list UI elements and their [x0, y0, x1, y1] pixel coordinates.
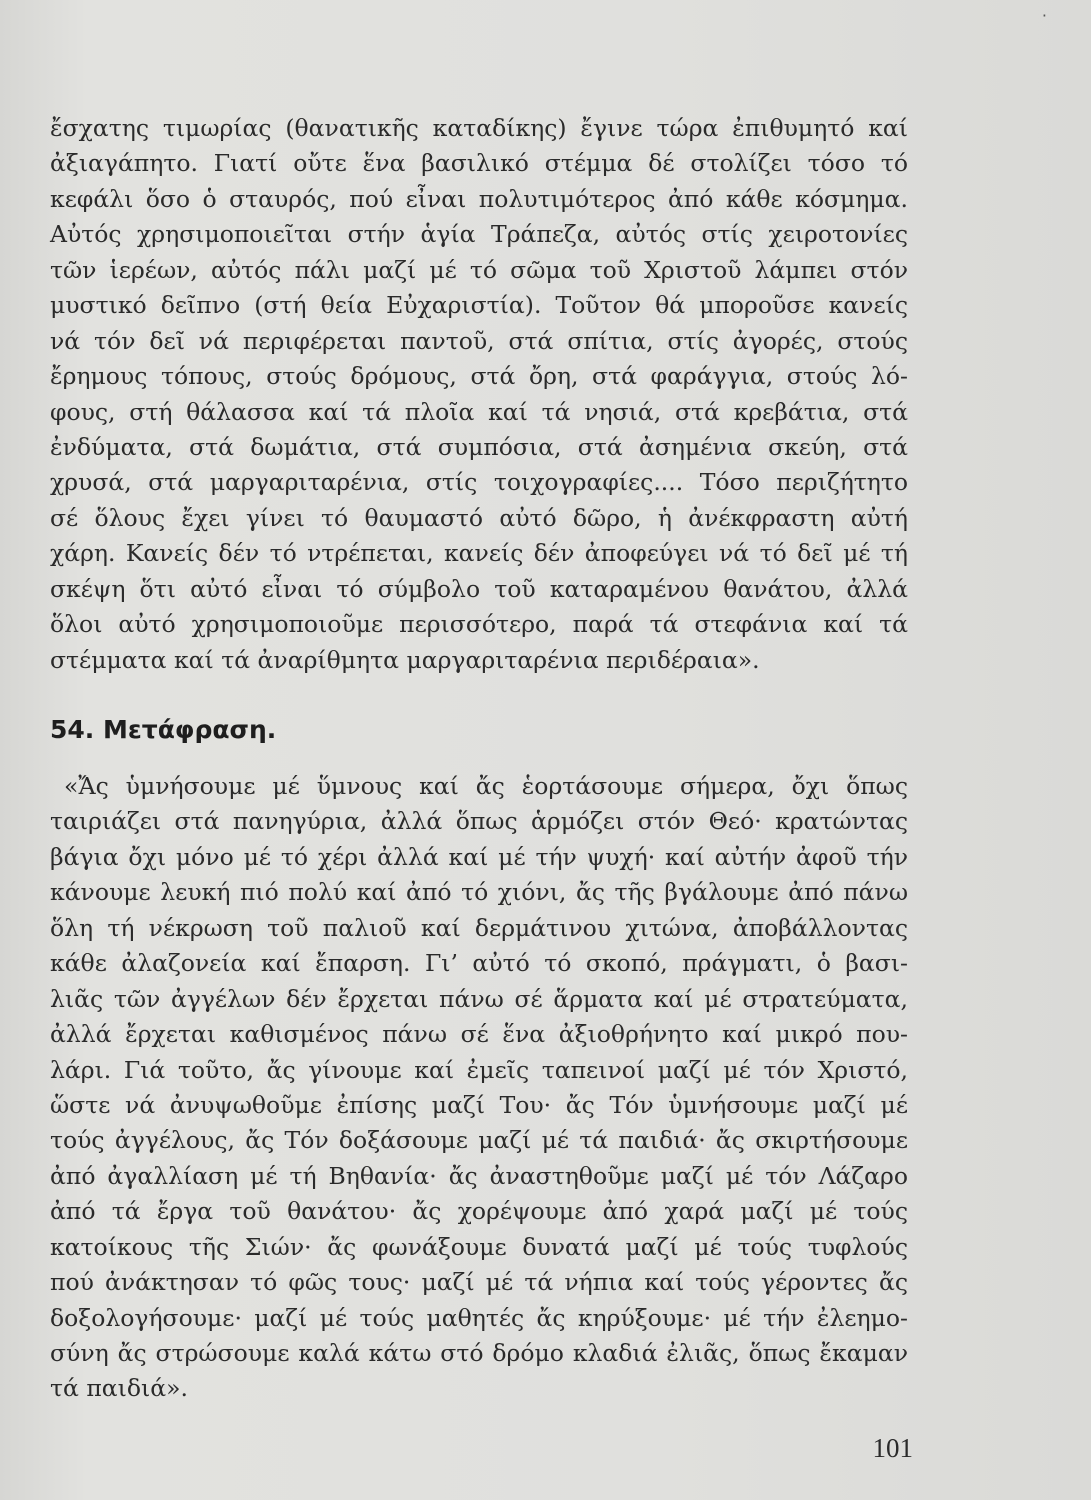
text-line: τούς ἀγγέλους, ἄς Τόν δοξάσουμε μαζί μέ τά παιδιά· ἄς σκιρτήσουμε [50, 1126, 908, 1155]
text-line: ὥστε νά ἀνυψωθοῦμε ἐπίσης μαζί Του· ἄς Τόν ὑμνήσουμε μαζί μέ [50, 1090, 908, 1119]
text-line: τῶν ἱερέων, αὐτός πάλι μαζί μέ τό σῶμα τοῦ Χριστοῦ λάμπει στόν [50, 255, 908, 284]
text-line: σύνη ἄς στρώσουμε καλά κάτω στό δρόμο κλαδιά ἐλιᾶς, ὅπως ἔκαμαν [50, 1339, 908, 1367]
paragraph-2 [50, 769, 908, 1407]
text-line: κάθε ἀλαζονεία καί ἔπαρση. Γι’ αὐτό τό σκοπό, πράγματι, ὁ βασι- [50, 949, 908, 978]
text-line: φους, στή θάλασσα καί τά πλοῖα καί τά νησιά, στά κρεβάτια, στά [50, 397, 908, 426]
section-heading: 54. Μετάφραση. [50, 715, 277, 744]
text-line: κατοίκους τῆς Σιών· ἄς φωνάξουμε δυνατά μαζί μέ τούς τυφλούς [50, 1232, 908, 1261]
text-line: πού ἀνάκτησαν τό φῶς τους· μαζί μέ τά νήπια καί τούς γέροντες ἄς [50, 1268, 908, 1297]
text-line: ταιριάζει στά πανηγύρια, ἀλλά ὅπως ἁρμόζει στόν Θεό· κρατώντας [50, 807, 908, 836]
corner-mark: · [1041, 6, 1047, 25]
text-line: ὅλοι αὐτό χρησιμοποιοῦμε περισσότερο, παρά τά στεφάνια καί τά [50, 610, 908, 639]
text-line: ἐνδύματα, στά δωμάτια, στά συμπόσια, στά ἀσημένια σκεύη, στά [50, 432, 908, 461]
text-line: χάρη. Κανείς δέν τό ντρέπεται, κανείς δέν ἀποφεύγει νά τό δεῖ μέ τή [50, 539, 908, 568]
text-line: σκέψη ὅτι αὐτό εἶναι τό σύμβολο τοῦ καταραμένου θανάτου, ἀλλά [50, 574, 908, 603]
text-line: ἔρημους τόπους, στούς δρόμους, στά ὄρη, στά φαράγγια, στούς λό- [50, 362, 908, 391]
text-line: βάγια ὄχι μόνο μέ τό χέρι ἀλλά καί μέ τήν ψυχή· καί αὐτήν ἀφοῦ τήν [50, 842, 908, 871]
text-line: μυστικό δεῖπνο (στή θεία Εὐχαριστία). Τοῦτον θά μποροῦσε κανείς [50, 291, 908, 320]
text-line: στέμματα καί τά ἀναρίθμητα μαργαριταρένια περιδέραια». [50, 645, 760, 674]
text-line: δοξολογήσουμε· μαζί μέ τούς μαθητές ἄς κηρύξουμε· μέ τήν ἐλεημο- [50, 1303, 908, 1332]
text-line: λάρι. Γιά τοῦτο, ἄς γίνουμε καί ἐμεῖς ταπεινοί μαζί μέ τόν Χριστό, [50, 1055, 908, 1084]
text-line: ἀξιαγάπητο. Γιατί οὔτε ἕνα βασιλικό στέμμα δέ στολίζει τόσο τό [50, 149, 908, 178]
text-line: ἀλλά ἔρχεται καθισμένος πάνω σέ ἕνα ἀξιοθρήνητο καί μικρό που- [50, 1020, 908, 1049]
text-line: «Ἄς ὑμνήσουμε μέ ὕμνους καί ἄς ἑορτάσουμε σήμερα, ὄχι ὅπως [64, 772, 908, 800]
text-line: τά παιδιά». [50, 1374, 188, 1403]
text-line: ὅλη τή νέκρωση τοῦ παλιοῦ καί δερμάτινου χιτώνα, ἀποβάλλοντας [50, 913, 908, 942]
text-line: ἀπό ἀγαλλίαση μέ τή Βηθανία· ἄς ἀναστηθοῦμε μαζί μέ τόν Λάζαρο [50, 1161, 908, 1190]
text-line: νά τόν δεῖ νά περιφέρεται παντοῦ, στά σπίτια, στίς ἀγορές, στούς [50, 326, 908, 355]
text-line: Αὐτός χρησιμοποιεῖται στήν ἁγία Τράπεζα, αὐτός στίς χειροτονίες [50, 220, 908, 249]
text-line: κάνουμε λευκή πιό πολύ καί ἀπό τό χιόνι, ἄς τῆς βγάλουμε ἀπό πάνω [50, 878, 908, 907]
text-line: ἔσχατης τιμωρίας (θανατικῆς καταδίκης) ἔγινε τώρα ἐπιθυμητό καί [50, 114, 908, 142]
text-line: κεφάλι ὅσο ὁ σταυρός, πού εἶναι πολυτιμότερος ἀπό κάθε κόσμημα. [50, 184, 908, 213]
paragraph-1 [50, 111, 908, 678]
text-line: σέ ὅλους ἔχει γίνει τό θαυμαστό αὐτό δῶρο, ἡ ἀνέκφραστη αὐτή [50, 503, 908, 532]
text-line: λιᾶς τῶν ἀγγέλων δέν ἔρχεται πάνω σέ ἅρματα καί μέ στρατεύματα, [50, 984, 908, 1013]
page-number: 101 [872, 1433, 913, 1463]
text-line: χρυσά, στά μαργαριταρένια, στίς τοιχογραφίες.... Τόσο περιζήτητο [50, 468, 908, 497]
text-line: ἀπό τά ἔργα τοῦ θανάτου· ἄς χορέψουμε ἀπό χαρά μαζί μέ τούς [50, 1197, 908, 1226]
